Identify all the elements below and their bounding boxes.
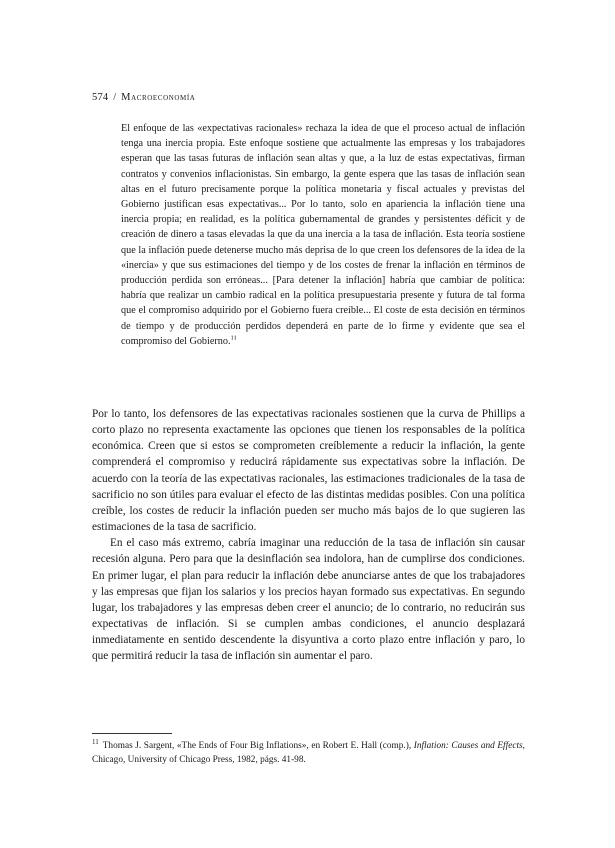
quote-text: El enfoque de las «expectativas racionales» rechaza la idea de que el proceso actual de inflación tenga una inercia propia. Este enfoque sostiene que actualmente las empresas y los trabajadores esperan que las tasas futuras de inflación sean altas y que, a la luz de estas expectativas, firman contratos y convenios inflacionistas. Sin embargo, la gente espera que las tasas de inflación sean altas en el futuro precisamente porque la política monetaria y fiscal actuales y previstas del Gobierno justifican esas expectativas... Por lo tanto, solo en apariencia la inflación tiene una inercia propia; en realidad, es la política gubernamental de grandes y persistentes déficit y de creación de dinero a tasas elevadas la que da una inercia a la tasa de inflación. Esta teoría sostiene que la inflación puede detenerse mucho más deprisa de lo que creen los defensores de la idea de la «inercia» y que sus estimaciones del tiempo y de los costes de frenar la inflación en términos de producción perdida son erróneas... [Para detener la inflación] habría que cambiar de política: habría que realizar un cambio radical en la política presupuestaria presente y futura de tal forma que el compromiso adquirido por el Gobierno fuera creíble... El coste de esta decisión en términos de tiempo y de producción perdidos dependerá en parte de lo firme y evidente que sea el compromiso del Gobierno. <box>121 123 525 347</box>
header-separator: / <box>113 92 117 103</box>
paragraph: En el caso más extremo, cabría imaginar una reducción de la tasa de inflación sin causar recesión alguna. Pero para que la desinflación sea indolora, han de cumplirse dos condiciones. En primer lugar, el plan para reducir la inflación debe anunciarse antes de que los trabajadores y las empresas que fijan los salarios y los precios hayan formado sus expectativas. En segundo lugar, los trabajadores y las empresas deben creer el anuncio; de lo contrario, no reducirán sus expectativas de inflación. Si se cumplen ambas condiciones, el anuncio desplazará inmediatamente en sentido descendente la disyuntiva a corto plazo entre inflación y paro, lo que permitirá reducir la tasa de inflación sin aumentar el paro. <box>92 537 525 663</box>
footnote-divider <box>92 733 172 734</box>
footnote-book-title: Inflation: Causes and Effects <box>413 741 523 751</box>
footnote-text-post: , Chicago, University of Chicago Press, 1982, págs. 41-98. <box>92 741 525 765</box>
running-title: Macroeconomía <box>121 92 196 103</box>
footnote-reference[interactable]: 11 <box>230 334 237 342</box>
footnote-number: 11 <box>92 737 99 746</box>
block-quote <box>121 121 525 349</box>
footnote-text-pre: Thomas J. Sargent, «The Ends of Four Big Inflations», en Robert E. Hall (comp.), <box>102 741 414 751</box>
footnote <box>92 737 525 768</box>
page-number: 574 <box>92 92 109 103</box>
paragraph: Por lo tanto, los defensores de las expectativas racionales sostienen que la curva de Phillips a corto plazo no representa exactamente las opciones que tienen los responsables de la política económica. Creen que si estos se comprometen creíblemente a reducir la inflación, la gente comprenderá el compromiso y reducirá rápidamente sus expectativas sobre la inflación. De acuerdo con la teoría de las expectativas racionales, las estimaciones tradicionales de la tasa de sacrificio no son útiles para evaluar el efecto de las distintas medidas posibles. Con una política creíble, los costes de reducir la inflación pueden ser mucho más bajos de lo que sugieren las estimaciones de la tasa de sacrificio. <box>92 408 525 534</box>
body-text <box>92 406 525 665</box>
running-header <box>92 92 195 103</box>
